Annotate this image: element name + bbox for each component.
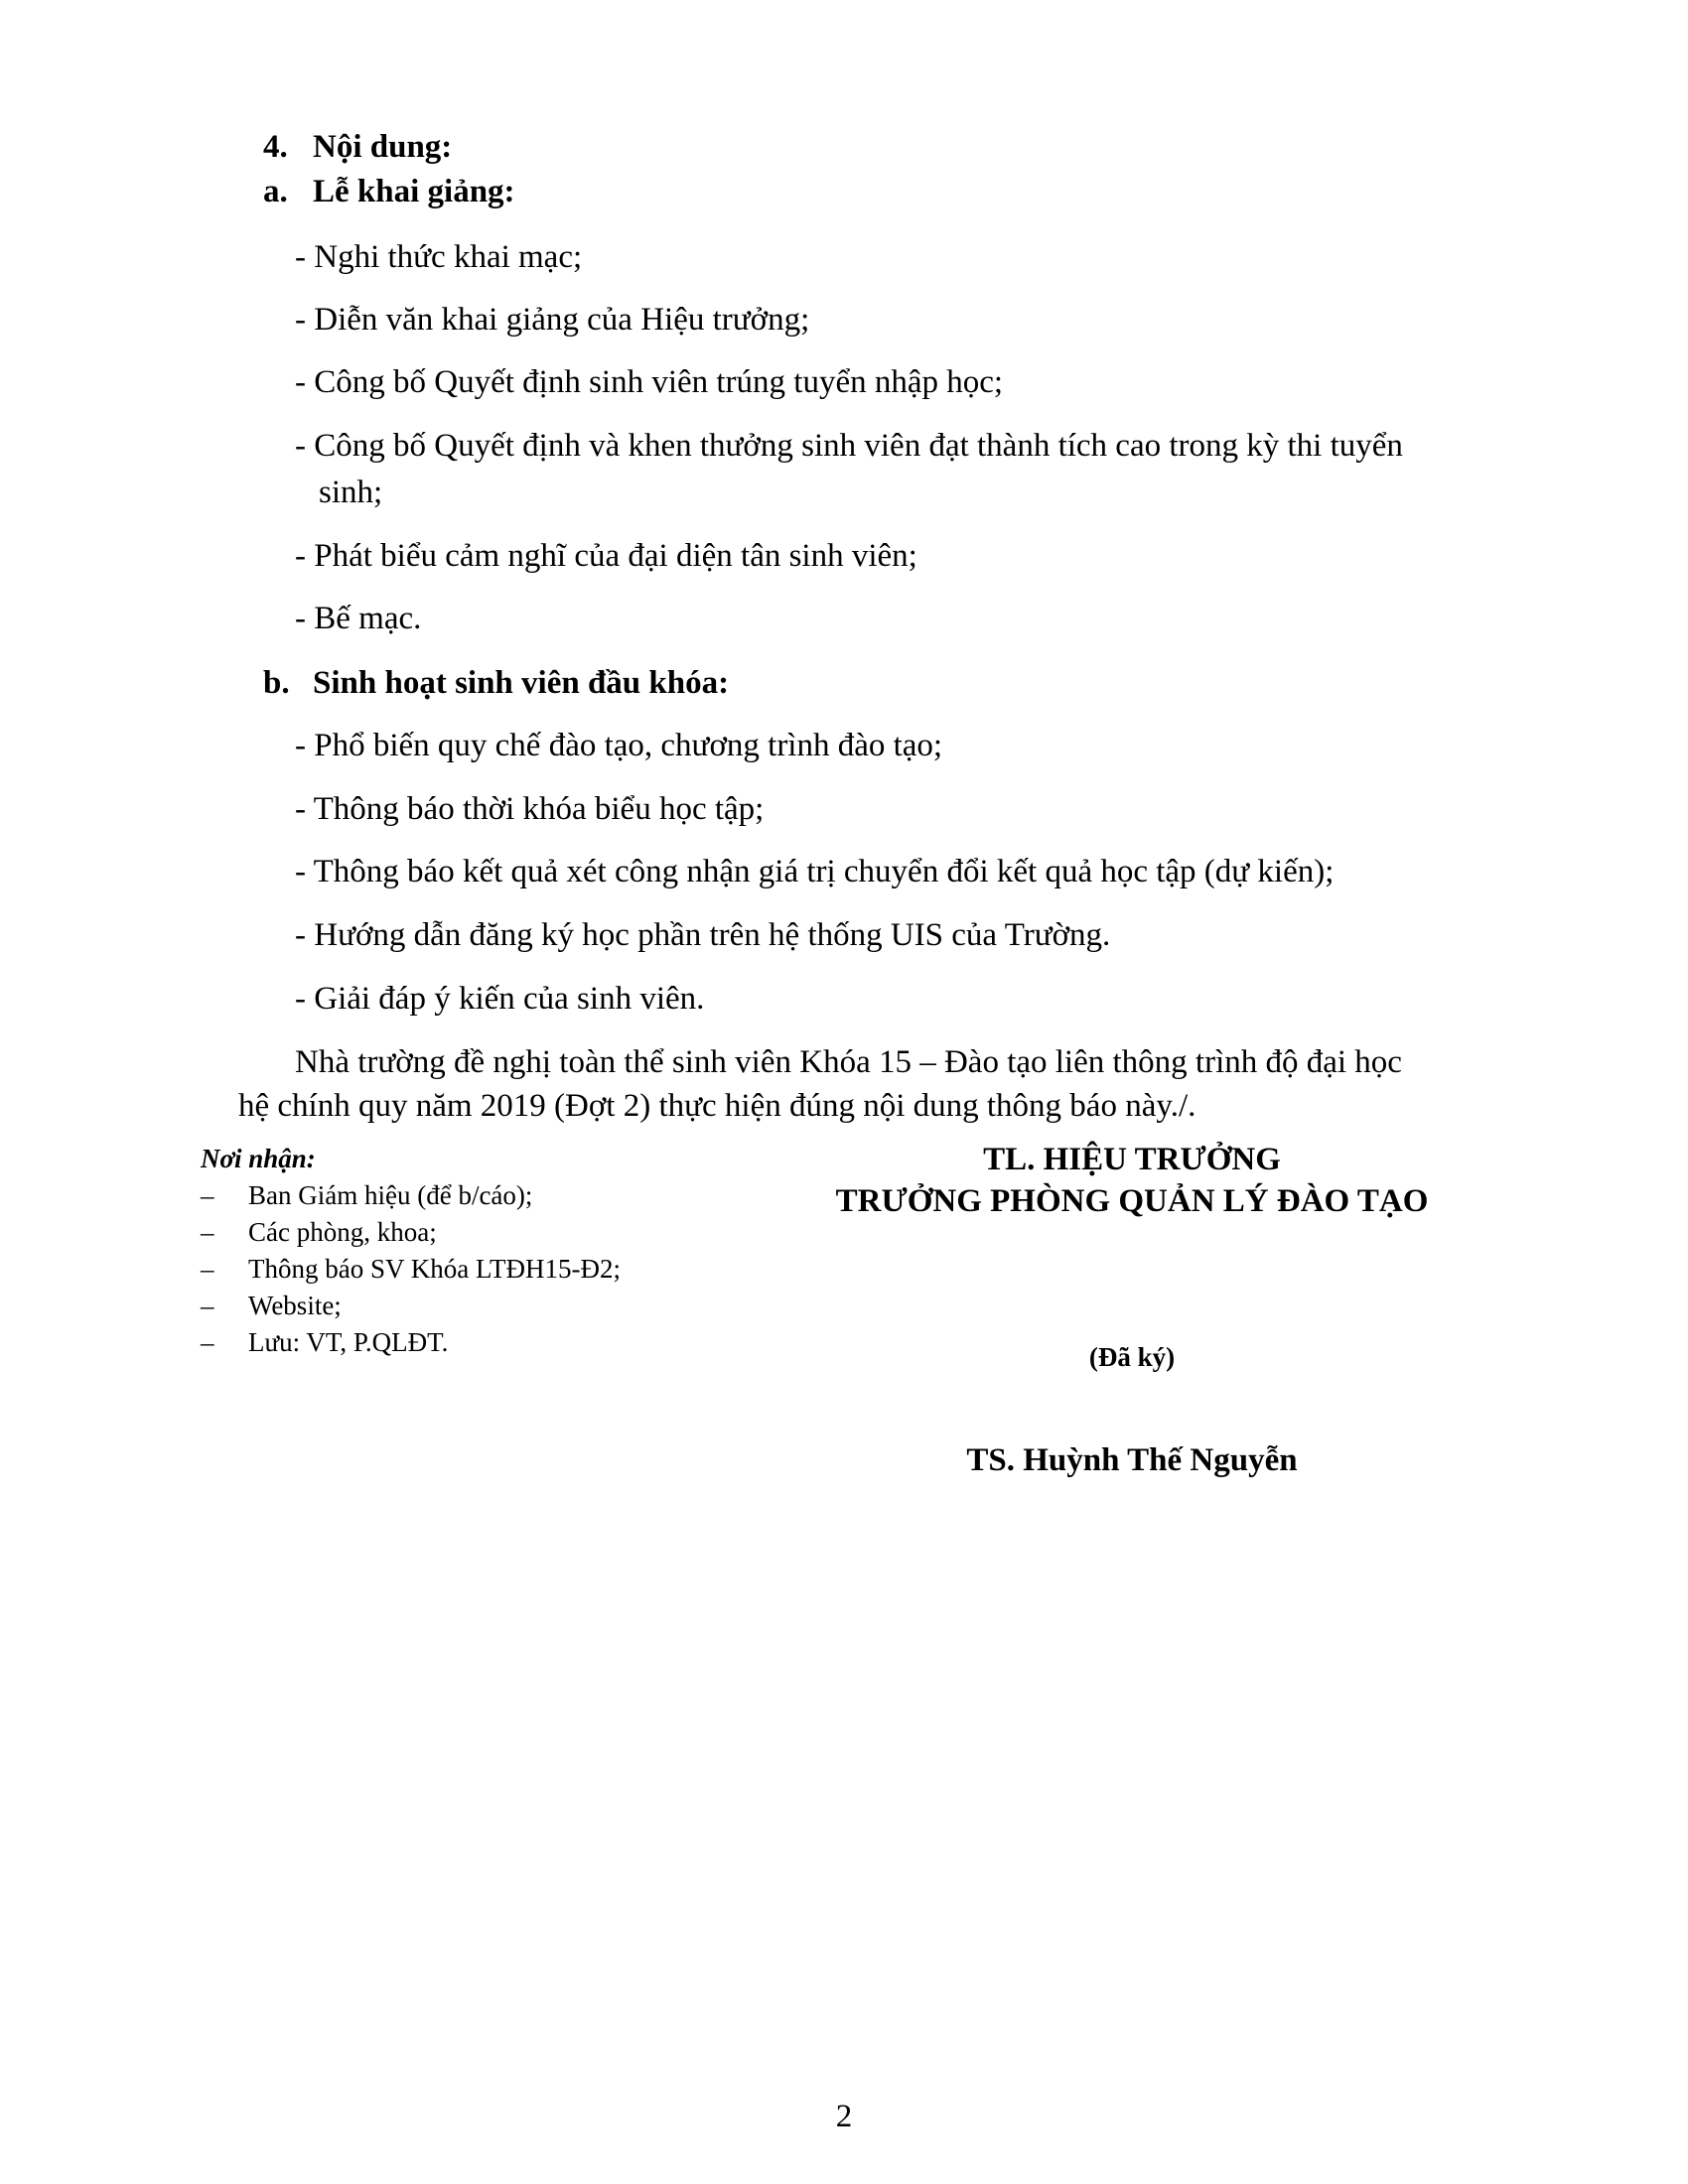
signed-note: (Đã ký) (1088, 1342, 1176, 1372)
signer-name: TS. Huỳnh Thế Nguyễn (966, 1442, 1298, 1478)
recipient-dash: – (201, 1254, 214, 1284)
list-item-continuation: sinh; (319, 475, 383, 510)
recipient-item: Lưu: VT, P.QLĐT. (248, 1327, 449, 1357)
signature-title: TL. HIỆU TRƯỞNG (983, 1142, 1281, 1177)
list-item: - Công bố Quyết định sinh viên trúng tuyển nhập học; (295, 364, 1004, 400)
list-item: - Phổ biến quy chế đào tạo, chương trình đào tạo; (295, 728, 943, 763)
recipient-dash: – (201, 1327, 214, 1357)
list-item: - Giải đáp ý kiến của sinh viên. (295, 981, 705, 1017)
part-b-marker: b. (263, 665, 290, 701)
part-a-marker: a. (263, 174, 288, 209)
section-title: Nội dung: (313, 129, 453, 165)
list-item: - Thông báo thời khóa biểu học tập; (295, 791, 765, 827)
part-b-title: Sinh hoạt sinh viên đầu khóa: (313, 665, 730, 701)
recipient-item: Website; (248, 1291, 342, 1320)
recipient-item: Các phòng, khoa; (248, 1217, 437, 1247)
list-item: - Bế mạc. (295, 601, 422, 636)
recipient-dash: – (201, 1180, 214, 1210)
list-item: - Thông báo kết quả xét công nhận giá trị chuyển đổi kết quả học tập (dự kiến); (295, 854, 1335, 889)
list-item: - Công bố Quyết định và khen thưởng sinh viên đạt thành tích cao trong kỳ thi tuyển (295, 428, 1403, 464)
list-item: - Hướng dẫn đăng ký học phần trên hệ thống UIS của Trường. (295, 917, 1111, 953)
page-number: 2 (835, 2099, 853, 2134)
section-number: 4. (263, 129, 288, 165)
list-item: - Diễn văn khai giảng của Hiệu trưởng; (295, 302, 810, 338)
recipient-item: Ban Giám hiệu (để b/cáo); (248, 1180, 533, 1210)
closing-paragraph-line: hệ chính quy năm 2019 (Đợt 2) thực hiện đúng nội dung thông báo này./. (238, 1088, 1196, 1124)
recipient-dash: – (201, 1217, 214, 1247)
signature-position: TRƯỞNG PHÒNG QUẢN LÝ ĐÀO TẠO (835, 1183, 1429, 1219)
list-item: - Phát biểu cảm nghĩ của đại diện tân sinh viên; (295, 538, 917, 574)
list-item: - Nghi thức khai mạc; (295, 239, 583, 275)
recipient-dash: – (201, 1291, 214, 1320)
recipients-title: Nơi nhận: (201, 1144, 316, 1173)
closing-paragraph-line: Nhà trường đề nghị toàn thể sinh viên Khóa 15 – Đào tạo liên thông trình độ đại học (295, 1044, 1402, 1080)
recipient-item: Thông báo SV Khóa LTĐH15-Đ2; (248, 1254, 621, 1284)
part-a-title: Lễ khai giảng: (313, 174, 515, 209)
